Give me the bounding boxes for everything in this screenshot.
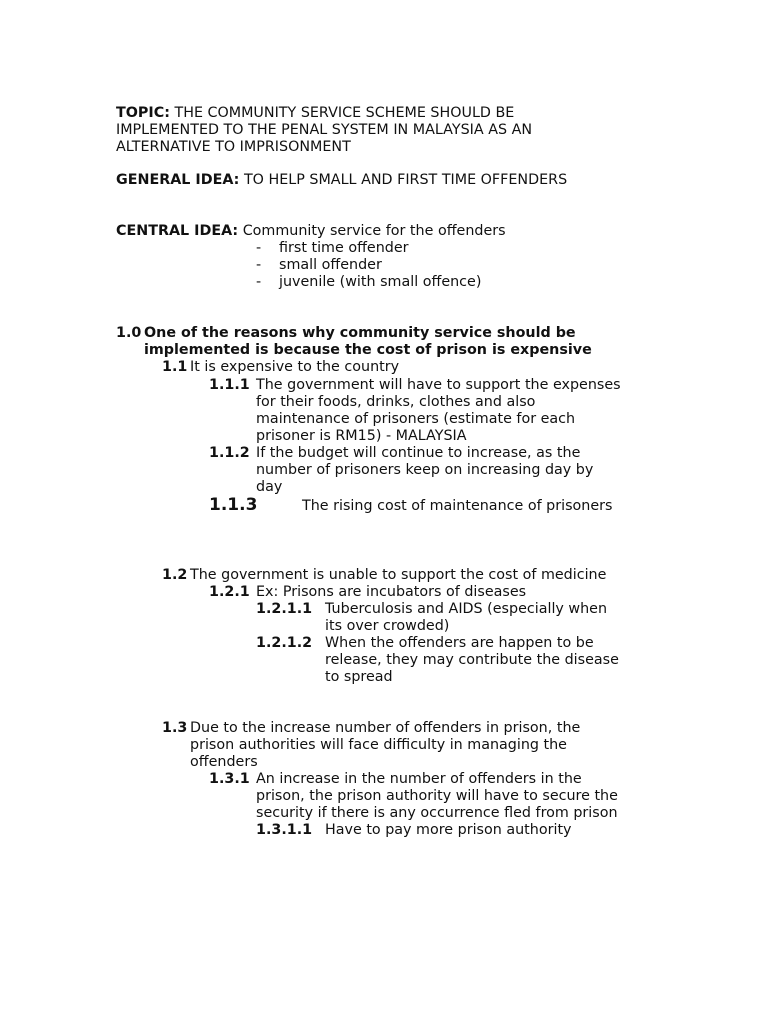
- section-1-2-1-1-number: 1.2.1.1: [256, 601, 313, 617]
- section-1-3-1-number: 1.3.1: [209, 771, 250, 787]
- section-1-3-number: 1.3: [162, 720, 188, 736]
- section-1-3-1-1-text: Have to pay more prison authority: [325, 822, 572, 838]
- section-1-1-1-text-1: The government will have to support the expenses: [256, 377, 621, 393]
- section-1-3-1-text-1: An increase in the number of offenders in the: [256, 771, 582, 787]
- section-1-0-heading-2: implemented is because the cost of prison is expensive: [144, 342, 592, 358]
- general-idea: [116, 172, 567, 189]
- section-1-0-heading-1: One of the reasons why community service should be: [144, 325, 576, 341]
- section-1-1-2-text-2: number of prisoners keep on increasing day by: [256, 462, 594, 478]
- central-idea: [116, 223, 506, 240]
- section-1-1-2-number: 1.1.2: [209, 445, 250, 461]
- central-idea-dash: -: [256, 240, 262, 256]
- section-1-1-3-number: 1.1.3: [209, 495, 258, 515]
- section-1-2-1-1-text-1: Tuberculosis and AIDS (especially when: [325, 601, 608, 617]
- central-idea-bullet: small offender: [279, 257, 382, 273]
- section-1-3-text-1: Due to the increase number of offenders in prison, the: [190, 720, 581, 736]
- section-1-3-text-3: offenders: [190, 754, 258, 770]
- central-idea-bullet: first time offender: [279, 240, 409, 256]
- central-idea-text: Community service for the offenders: [242, 223, 506, 239]
- section-1-1-text: It is expensive to the country: [190, 359, 400, 375]
- section-1-2-1-2-text-1: When the offenders are happen to be: [325, 635, 594, 651]
- section-1-1-3-text: The rising cost of maintenance of prisoners: [302, 498, 613, 514]
- section-1-2-number: 1.2: [162, 567, 188, 583]
- section-1-1-1-text-4: prisoner is RM15) - MALAYSIA: [256, 428, 467, 444]
- section-1-3-1-text-2: prison, the prison authority will have to secure the: [256, 788, 618, 804]
- topic-text-1: THE COMMUNITY SERVICE SCHEME SHOULD BE: [174, 105, 515, 121]
- section-1-1-1-text-3: maintenance of prisoners (estimate for each: [256, 411, 576, 427]
- section-1-2-text: The government is unable to support the cost of medicine: [190, 567, 607, 583]
- central-idea-dash: -: [256, 257, 262, 273]
- topic-text-2: IMPLEMENTED TO THE PENAL SYSTEM IN MALAYSIA AS AN: [116, 122, 533, 138]
- section-1-1-1-number: 1.1.1: [209, 377, 250, 393]
- section-1-3-1-1-number: 1.3.1.1: [256, 822, 313, 838]
- section-1-2-1-number: 1.2.1: [209, 584, 250, 600]
- topic-label: TOPIC:: [116, 105, 170, 121]
- section-1-2-1-2-number: 1.2.1.2: [256, 635, 313, 651]
- section-1-3-text-2: prison authorities will face difficulty in managing the: [190, 737, 567, 753]
- section-1-1-number: 1.1: [162, 359, 188, 375]
- section-1-2-1-2-text-3: to spread: [325, 669, 393, 685]
- section-1-1-2-text-3: day: [256, 479, 283, 495]
- section-1-3-1-text-3: security if there is any occurrence fled from prison: [256, 805, 618, 821]
- topic-line-1: [116, 105, 514, 122]
- section-1-1-1-text-2: for their foods, drinks, clothes and also: [256, 394, 536, 410]
- general-idea-text: TO HELP SMALL AND FIRST TIME OFFENDERS: [243, 172, 568, 188]
- general-idea-label: GENERAL IDEA:: [116, 172, 240, 188]
- section-1-0-number: 1.0: [116, 325, 142, 341]
- central-idea-bullet: juvenile (with small offence): [279, 274, 482, 290]
- section-1-2-1-text: Ex: Prisons are incubators of diseases: [256, 584, 527, 600]
- central-idea-dash: -: [256, 274, 262, 290]
- section-1-2-1-1-text-2: its over crowded): [325, 618, 450, 634]
- section-1-2-1-2-text-2: release, they may contribute the disease: [325, 652, 619, 668]
- central-idea-label: CENTRAL IDEA:: [116, 223, 239, 239]
- section-1-1-2-text-1: If the budget will continue to increase, as the: [256, 445, 581, 461]
- topic-text-3: ALTERNATIVE TO IMPRISONMENT: [116, 139, 351, 155]
